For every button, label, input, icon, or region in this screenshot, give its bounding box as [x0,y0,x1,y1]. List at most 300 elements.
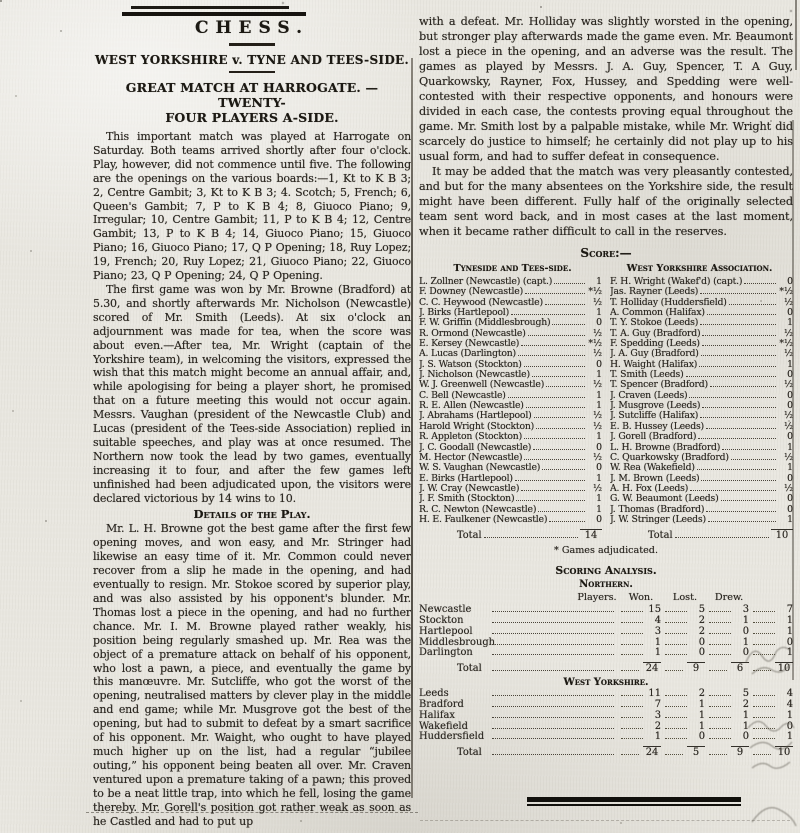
analysis-row [419,699,793,710]
score-table [419,263,793,556]
analysis-total-cell [661,662,705,674]
analysis-cell [705,615,749,626]
home-player-name: R. Ormond (Newcastle) [419,327,526,339]
analysis-row-label: Bradford [419,699,464,711]
away-player-name: T. Y. Stokoe (Leeds) [610,317,699,329]
analysis-cell [705,699,749,710]
analysis-value: 2 [698,688,705,700]
analysis-value: 1 [698,699,705,711]
home-player-score: 1 [596,431,602,443]
leader-dots [698,438,776,439]
away-player-score: ½ [783,420,793,432]
leader-dots [706,428,776,429]
analysis-value: 1 [786,625,793,637]
away-player-score: ½ [783,327,793,339]
analysis-cell [617,721,661,732]
leader-dots [532,376,585,377]
home-entry [419,473,610,484]
analysis-row [419,626,793,637]
analysis-value: 0 [698,731,705,743]
leader-dots [524,438,585,439]
leader-dots [546,386,585,387]
home-entry [419,431,610,442]
analysis-value: 3 [654,709,661,721]
score-row [419,493,793,503]
analysis-value: 1 [786,615,793,627]
home-entry [419,504,610,515]
away-player-name: G. W. Beaumont (Leeds) [610,493,719,505]
leader-dots [709,611,731,612]
home-entry [419,379,610,390]
analysis-value: 1 [742,720,749,732]
leader-dots [702,407,776,408]
analysis-cell [617,688,661,699]
score-row [419,431,793,441]
score-row [419,410,793,420]
away-entry [610,410,793,421]
home-player-score: 1 [596,503,602,515]
analysis-cell [661,615,705,626]
away-team-header: West Yorkshire Association. [626,263,773,274]
away-player-name: J. Sutcliffe (Halifax) [610,410,699,422]
analysis-cell [749,604,793,615]
analysis-row-label: Wakefield [419,720,468,732]
away-entry [610,473,793,484]
home-entry [419,400,610,411]
score-row [419,369,793,379]
column-header: Players. [577,592,617,604]
home-player-score: ½ [592,410,602,422]
leader-dots [549,521,585,522]
leader-dots [511,314,585,315]
away-entry [610,379,793,390]
home-player-name: J. W. Cray (Newcastle) [419,482,520,494]
analysis-cell [749,699,793,710]
analysis-value: 3 [654,625,661,637]
away-entry [610,504,793,515]
leader-dots [665,611,687,612]
leader-dots [621,644,643,645]
analysis-value: 0 [786,636,793,648]
away-player-name: J. W. Stringer (Leeds) [610,513,706,525]
analysis-row-label: Newcastle [419,604,472,616]
home-entry [419,359,610,370]
leader-dots [525,293,585,294]
home-player-name: E. Birks (Hartlepool) [419,472,513,484]
home-player-name: L. Zollner (Newcastle) (capt.) [419,276,553,287]
home-player-score: ½ [592,327,602,339]
analysis-cell [705,710,749,721]
bottom-rule-thick [527,797,741,802]
leader-dots [700,293,776,294]
analysis-cell [617,604,661,615]
leader-dots [707,314,776,315]
home-entry [419,390,610,401]
analysis-total-value: 9 [687,662,705,674]
leader-dots [700,324,776,325]
home-player-name: C. C. Heywood (Newcastle) [419,296,543,308]
home-player-score: 0 [596,358,602,370]
corner-scribble [750,796,798,830]
home-player-score: 1 [596,472,602,484]
home-player-score: 1 [596,369,602,381]
analysis-value: 0 [786,720,793,732]
leader-dots [508,397,585,398]
analysis-row-label: Middlesbrough [419,636,496,648]
leader-dots [744,283,776,284]
leader-dots [492,728,614,729]
leader-dots [621,717,643,718]
right-paragraph-2: It may be added that the match was very pleasantly contested, and but for the many absentees on the Yorkshire side, the result might have been different. Fully half of the originally selected team sent word back, and in most cases at the last moment, when it became rather difficult to call in the reserves. [419,165,793,238]
analysis-value: 4 [786,688,793,700]
home-player-score: 0 [596,441,602,453]
analysis-cell [617,710,661,721]
home-player-name: H. E. Faulkener (Newcastle) [419,513,548,525]
leader-dots [665,728,687,729]
score-row [419,483,793,493]
leader-dots [665,706,687,707]
leader-dots [697,469,776,470]
analysis-total-label: Total [457,663,482,675]
home-entry [419,452,610,463]
leader-dots [492,622,614,623]
leader-dots [709,706,731,707]
away-entry [610,359,793,370]
leader-dots [665,654,687,655]
analysis-total-value: 24 [643,746,661,758]
home-entry [419,286,610,297]
analysis-row-label: Leeds [419,688,449,700]
analysis-row-label: Stockton [419,615,464,627]
home-player-name: A. Lucas (Darlington) [419,348,516,360]
analysis-total-cell [705,746,749,758]
analysis-column-headers [419,592,793,603]
scoring-analysis-heading: Scoring Analysis. [555,564,657,578]
away-player-score: 0 [787,431,793,443]
home-total [419,529,610,541]
away-player-score: *½ [779,286,793,298]
home-player-score: 1 [596,389,602,401]
analysis-cell [661,626,705,637]
away-player-score: 1 [787,358,793,370]
analysis-cell [705,721,749,732]
match-title: WEST YORKSHIRE v. TYNE AND TEES-SIDE. [95,52,409,67]
analysis-row [419,647,793,658]
left-column [93,4,411,829]
home-player-score: *½ [588,338,602,350]
bottom-rule-thin [527,804,741,806]
score-row [419,379,793,389]
analysis-cell [749,688,793,699]
score-row [419,473,793,483]
leader-dots [524,366,585,367]
leader-dots [665,738,687,739]
leader-dots [484,537,578,538]
leader-dots [721,500,776,501]
analysis-cell [661,647,705,658]
leader-dots [621,670,639,671]
leader-dots [492,706,614,707]
right-column [419,14,793,829]
away-entry [610,297,793,308]
column-divider-rule [411,58,413,798]
leader-dots [709,717,731,718]
right-paragraph-1: with a defeat. Mr. Holliday was slightly worsted in the opening, but stronger play afterwards made the game even. Mr. Beaumont lost a piece in the opening, and an adverse was the result. The games as played by Messrs. J. A. Guy, Spencer, T. A Guy, Quarkowsky, Rayner, Fox, Hussey, and Spedding were well-contested with their respective opponents, and honours were divided in each case, the contests proving equal throughout the game. Mr. Smith lost by a palpable mistake, while Mr. Wright did scarcely do justice to himself; he certainly did not play up to his usual form, and had to suffer defeat in consequence. [419,15,793,163]
score-row [419,421,793,431]
analysis-cell [617,647,661,658]
analysis-row [419,710,793,721]
home-player-score: ½ [592,420,602,432]
home-player-name: R. E. Allen (Newcastle) [419,400,524,412]
score-table-body [419,276,793,524]
analysis-cell [705,688,749,699]
home-player-score: ½ [592,379,602,391]
leader-dots [665,717,687,718]
analysis-cell [617,731,661,742]
analysis-value: 4 [786,699,793,711]
home-entry [419,483,610,494]
analysis-value: 2 [698,625,705,637]
paper-specks [0,0,2,2]
analysis-total-row [419,746,793,758]
away-entry [610,514,793,525]
away-player-name: J. Gorell (Bradford) [610,431,697,443]
leader-dots [621,633,643,634]
away-player-score: 1 [787,317,793,329]
analysis-total-cell [617,662,661,674]
home-player-name: J. F. Smith (Stockton) [419,493,515,505]
home-player-name: C. Bell (Newcastle) [419,389,506,401]
analysis-cell [749,615,793,626]
away-total [610,529,793,541]
headline-line-2: FOUR PLAYERS A-SIDE. [165,110,339,125]
analysis-cell [705,731,749,742]
away-player-score: *½ [779,338,793,350]
away-player-name: T. A. Guy (Bradford) [610,327,701,339]
leader-dots [699,366,776,367]
leader-dots [621,754,639,755]
leader-dots [521,490,585,491]
away-entry [610,317,793,328]
details-heading: Details of the Play. [193,507,311,522]
leader-dots [753,695,775,696]
away-player-name: J. Thomas (Bradford) [610,503,705,515]
leader-dots [492,654,614,655]
analysis-value: 0 [742,731,749,743]
analysis-value: 5 [698,604,705,616]
leader-dots [709,644,731,645]
analysis-value: 1 [742,615,749,627]
analysis-value: 2 [742,699,749,711]
leader-dots [665,695,687,696]
away-player-name: H. Waight (Halifax) [610,358,698,370]
home-player-name: J. S. Watson (Stockton) [419,358,522,370]
leader-dots [665,754,683,755]
analysis-cell [617,615,661,626]
leader-dots [702,345,776,346]
leader-dots [492,754,614,755]
leader-dots [753,706,775,707]
analysis-value: 2 [654,720,661,732]
away-entry [610,307,793,318]
analysis-cell [617,699,661,710]
leader-dots [492,717,614,718]
match-title-rule [229,71,275,74]
adjudicated-footnote: * Games adjudicated. [553,545,659,557]
away-player-name: T. Holliday (Huddersfield) [610,296,727,308]
home-entry [419,348,610,359]
leader-dots [709,633,731,634]
leader-dots [621,622,643,623]
leader-dots [621,706,643,707]
leader-dots [709,754,727,755]
away-player-score: 1 [787,462,793,474]
away-entry [610,338,793,349]
leader-dots [621,738,643,739]
leader-dots [521,345,585,346]
away-entry [610,369,793,380]
home-player-name: Harold Wright (Stockton) [419,420,535,432]
score-row [419,317,793,327]
away-player-score: 0 [787,493,793,505]
away-player-name: J. Craven (Leeds) [610,389,688,401]
analysis-row [419,688,793,699]
analysis-total-value: 6 [731,662,749,674]
home-player-name: W. S. Vaughan (Newcastle) [419,462,541,474]
leader-dots [665,644,687,645]
score-row [419,462,793,472]
leader-dots [709,654,731,655]
home-player-score: 1 [596,400,602,412]
analysis-cell [661,731,705,742]
score-row [419,276,793,286]
away-total-value: 10 [771,529,793,541]
leader-dots [538,511,585,512]
away-entry [610,328,793,339]
away-entry [610,442,793,453]
away-player-name: E. B. Hussey (Leeds) [610,420,704,432]
score-row [419,328,793,338]
leader-dots [709,695,731,696]
home-entry [419,514,610,525]
scoring-analysis [419,579,793,758]
away-player-score: 1 [787,513,793,525]
analysis-value: 1 [698,709,705,721]
analysis-value: 11 [648,688,661,700]
away-player-score: ½ [783,410,793,422]
leader-dots [492,738,614,739]
analysis-row [419,731,793,742]
leader-dots [492,644,614,645]
leader-dots [492,670,614,671]
leader-dots [621,728,643,729]
analysis-value: 5 [742,688,749,700]
leader-dots [702,335,776,336]
leader-dots [709,738,731,739]
leader-dots [528,335,585,336]
away-entry [610,276,793,287]
leader-dots [492,633,614,634]
away-player-score: ½ [783,379,793,391]
bottom-double-rule [527,797,741,806]
home-entry [419,338,610,349]
leader-dots [665,633,687,634]
home-player-name: J. Birks (Hartlepool) [419,307,510,319]
leader-dots [690,490,776,491]
away-player-name: W. Rea (Wakefield) [610,462,695,474]
analysis-row-label: Darlington [419,647,473,659]
score-heading: Score:— [580,246,632,260]
analysis-value: 1 [786,731,793,743]
away-player-name: T. Spencer (Bradford) [610,379,708,391]
leader-dots [729,304,776,305]
analysis-total-value: 9 [731,746,749,758]
right-edge-rule-top [795,0,797,70]
analysis-cell [661,688,705,699]
analysis-section-heading: Northern. [579,579,633,591]
away-player-score: 0 [787,369,793,381]
home-player-name: F. W. Griffin (Middlesbrough) [419,317,551,329]
away-player-name: C. Quarkowsky (Bradford) [610,451,729,463]
analysis-row [419,721,793,732]
analysis-value: 7 [654,699,661,711]
home-player-name: F. Downey (Newcastle) [419,286,523,298]
analysis-value: 2 [698,615,705,627]
home-entry [419,369,610,380]
home-player-name: R. C. Newton (Newcastle) [419,503,537,515]
home-player-score: *½ [588,286,602,298]
headline [93,80,411,125]
home-entry [419,493,610,504]
left-paragraph-2: The first game was won by Mr. Browne (Bradford) at 5.30, and shortly afterwards Mr. Nicholson (Newcastle) scored of Mr. Smith (Leeds). At six o'clock an adjournment was made for tea, when the score was about even.—After tea, Mr. Wright (captain of the Yorkshire team), in welcoming the visitors, expressed the wish that this match might become an annual affair, and, while apologising for being a player short, he promised that on a future meeting this would not occur again. Messrs. Vaughan (president of the Newcastle Club) and Lucas (president of the Tees-side Association) replied in suitable speeches, and play was at once resumed. The Northern now took the lead by two games, eventually increasing it to four, and after the few games left unfinished had been adjudicated upon, the visitors were declared victorious by 14 wins to 10. [93,282,411,505]
away-entry [610,286,793,297]
home-player-score: 0 [596,462,602,474]
leader-dots [709,728,731,729]
analysis-cell [661,710,705,721]
home-player-score: ½ [592,348,602,360]
title-rule [229,43,275,46]
analysis-value: 0 [742,647,749,659]
leader-dots [621,611,643,612]
home-player-score: 1 [596,307,602,319]
leader-dots [706,511,776,512]
analysis-row-label: Huddersfield [419,731,485,743]
home-team-header: Tyneside and Tees-side. [453,263,572,274]
headline-line-1: GREAT MATCH AT HARROGATE. — TWENTY- [125,80,379,110]
leader-dots [621,695,643,696]
away-player-name: A. H. Fox (Leeds) [610,482,689,494]
column-header: Won. [628,592,654,604]
analysis-total-label: Total [457,747,482,759]
analysis-value: 15 [648,604,661,616]
leader-dots [552,324,585,325]
home-player-name: R. Appleton (Stockton) [419,431,522,443]
analysis-cell [617,626,661,637]
analysis-cell [661,699,705,710]
analysis-value: 1 [654,647,661,659]
away-player-name: L. H. Browne (Bradford) [610,441,721,453]
home-entry [419,317,610,328]
home-player-name: E. Kersey (Newcastle) [419,338,520,350]
home-entry [419,462,610,473]
score-row [419,297,793,307]
leader-dots [621,654,643,655]
home-total-label: Total [457,530,482,542]
home-total-value: 14 [580,529,602,541]
article-title: CHESS. [194,18,310,38]
score-row [419,348,793,358]
score-row [419,307,793,317]
